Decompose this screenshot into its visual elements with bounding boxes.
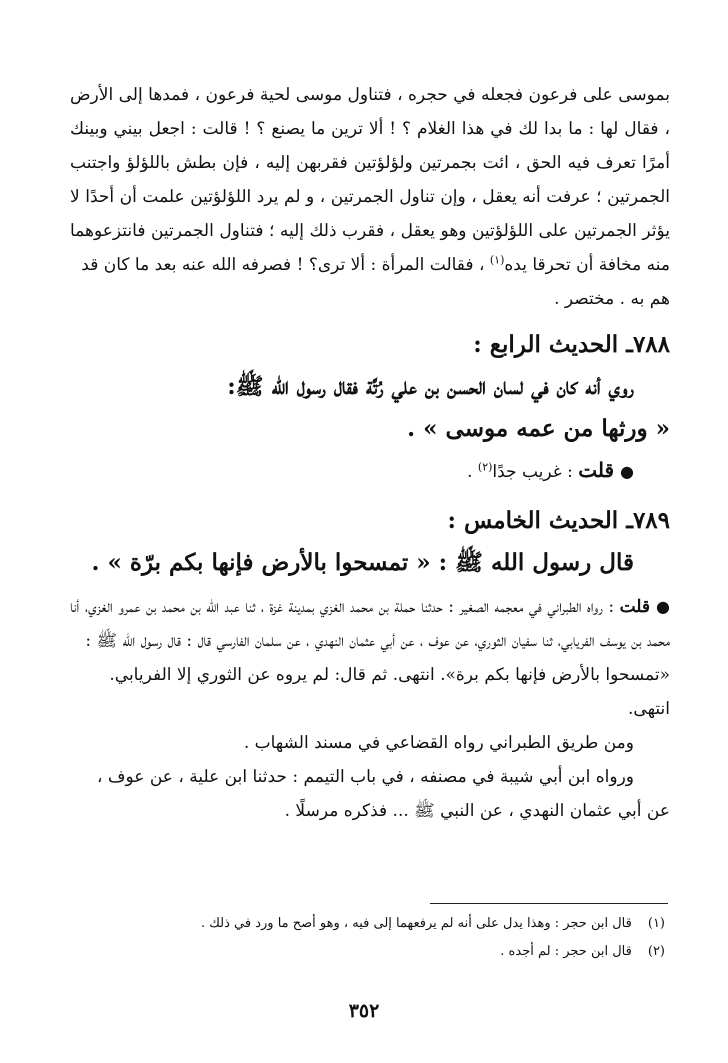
page-number: ٣٥٢	[348, 1000, 380, 1022]
hadith-788-heading: ٧٨٨ـ الحديث الرابع :	[473, 331, 670, 358]
footnote-text: قال ابن حجر : لم أجده .	[500, 944, 632, 959]
footnote-2	[80, 938, 665, 966]
footnote-number: (١)	[647, 916, 665, 931]
paragraph-final-line: عن أبي عثمان النهدي ، عن النبي ﷺ ... فذكره مرسلًا .	[284, 801, 670, 821]
paragraph-line: عن عوف ، عن أبي عثمان النهدي ، عن سلمان الفارسي قال : قال رسول الله ﷺ :	[85, 631, 470, 651]
hadith-789-note	[70, 590, 670, 658]
paragraph-line: ثنا عبد الله بن محمد بن عمرو الغزي، أنا محمد بن يوسف الفريابي، ثنا سفيان الثوري،	[70, 597, 670, 651]
paragraph-line: : رواه الطبراني في معجمه الصغير : حدثنا حملة بن محمد الغزي بمدينة غزة ،	[260, 597, 620, 617]
bullet-icon: ●	[656, 597, 671, 616]
opening-paragraph	[70, 78, 670, 282]
paragraph-line: ، فقالت المرأة : ألا ترى؟ ! فصرفه الله عنه بعد ما كان قد	[81, 255, 490, 275]
hadith-788-text-line2: « ورثها من عمه موسى » .	[407, 415, 670, 442]
paragraph-final-line: «تمسحوا بالأرض فإنها بكم برة». انتهى. ثم قال: لم يروه عن الثوري إلا الفريابي. انتهى.	[109, 665, 670, 719]
paragraph-3: ورواه ابن أبي شيبة في مصنفه ، في باب التيمم : حدثنا ابن علية ، عن عوف ،	[97, 767, 634, 787]
paragraph-line: لا يؤثر الجمرتين على اللؤلؤتين وهو يعقل ، فقرب ذلك إليه ؛ فتناول الجمرتين فانتزعوهما	[70, 187, 670, 241]
hadith-788-note	[70, 450, 670, 492]
footnote-ref-2[interactable]: (٢)	[477, 460, 493, 474]
bullet-icon: ●	[620, 462, 634, 481]
hadith-788-text-line1: روي أنه كان في لسان الحسن بن علي رُتَّة فقال رسول الله ﷺ:	[227, 373, 634, 400]
paragraph-line: أمرًا تعرف فيه الحق ، ائت بجمرتين ولؤلؤتين فقربهن إليه ، فإن بطش باللؤلؤ واجتنب	[70, 153, 670, 173]
footnote-ref-1[interactable]: (١)	[489, 253, 505, 267]
paragraph-2: ومن طريق الطبراني رواه القضاعي في مسند الشهاب .	[243, 733, 634, 753]
paragraph-line: منه مخافة أن تحرقا يده	[504, 255, 670, 275]
footnote-divider	[430, 903, 668, 904]
hadith-789-text: قال رسول الله ﷺ : « تمسحوا بالأرض فإنها بكم برّة » .	[91, 549, 634, 576]
page-body	[70, 78, 670, 828]
footnotes	[80, 910, 665, 966]
note-text: : غريب جدًا	[492, 462, 579, 482]
paragraph-line: الجمرتين ؛ عرفت أنه يعقل ، وإن تناول الجمرتين ، و لم يرد اللؤلؤتين علمت أن أحدًا	[85, 187, 670, 207]
note-label: قلت	[619, 597, 651, 617]
note-label: قلت	[578, 458, 615, 482]
paragraph-line: بموسى على فرعون فجعله في حجره ، فتناول موسى لحية فرعون ، فمدها إلى الأرض ،	[70, 85, 671, 139]
note-end: .	[467, 462, 478, 482]
footnote-text: قال ابن حجر : وهذا يدل على أنه لم يرفعهما إلى فيه ، وهو أصح ما ورد في ذلك .	[200, 916, 632, 931]
footnote-number: (٢)	[647, 944, 665, 959]
hadith-789-heading: ٧٨٩ـ الحديث الخامس :	[447, 507, 670, 534]
paragraph-final-line: هم به . مختصر .	[554, 289, 670, 309]
paragraph-line: فقال لها : ما بدا لك في هذا الغلام ؟ ! ألا ترين ما يصنع ؟ ! قالت : اجعل بيني وبينك	[70, 119, 659, 139]
footnote-1	[80, 910, 665, 938]
